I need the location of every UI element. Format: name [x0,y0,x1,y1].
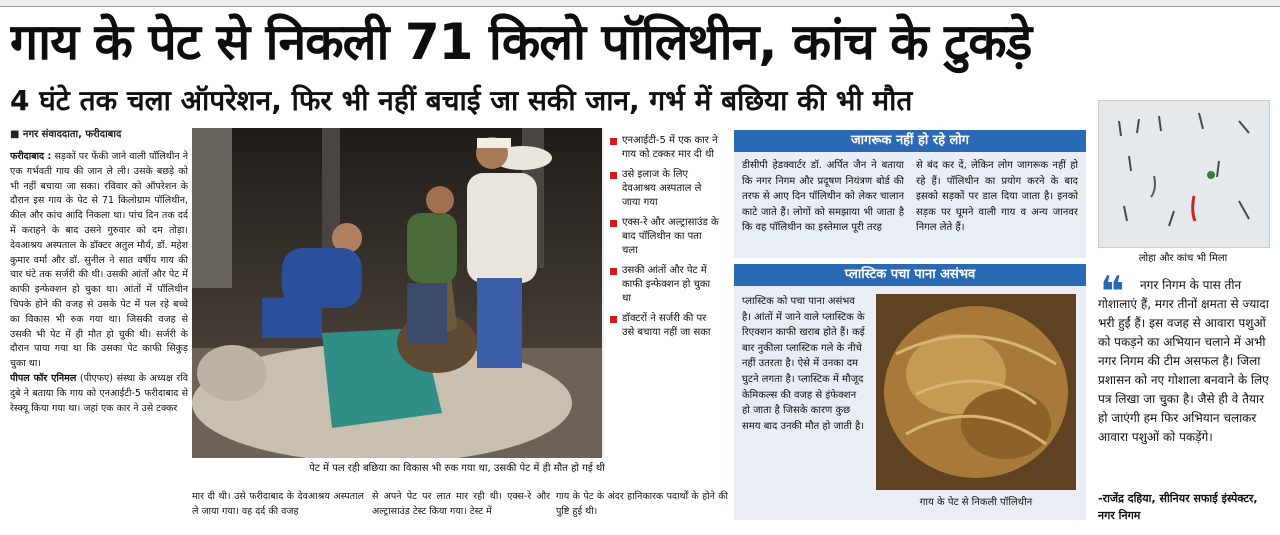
dateline: फरीदाबाद : [10,151,52,162]
plastic-box-title: प्लास्टिक पचा पाना असंभव [734,264,1086,286]
awareness-box [734,130,1086,258]
highlight-item: उसे इलाज के लिए देवआश्रय अस्पताल ले जाया गया [610,168,720,210]
nails-glass-illustration [1099,101,1269,247]
main-photo-caption: पेट में पल रही बछिया का विकास भी रुक गया था, उसकी पेट में ही मौत हो गई थी [309,463,605,474]
article-bottom-2: से अपने पेट पर लात मार रही थी। एक्स-रे और अल्ट्रासाउंड टेस्ट किया गया। टेस्ट में [372,491,550,517]
article-paragraph-1: सड़कों पर फेंकी जाने वाली पॉलिथीन ने एक गर्भवती गाय की जान ले ली। उसके बछड़े को भी नहीं बचाया जा सका। रविवार को ऑपरेशन के दौरान इस गाय के पेट से 71 किलोग्राम पॉलिथीन, कील और कांच आदि निकला था। पांच दिन तक दर्द में कराहने के बाद उसने गुरुवार को दम तोड़ा। देवआश्रय अस्पताल के डॉक्टर अतुल मौर्य, डॉ. महेश कुमार वर्मा और डॉ. सुनील ने सात वर्षीय गाय की चार घंटे तक सर्जरी की थी। उसकी आंतों और पेट में काफी इन्फेक्शन हो चुका था। आंतों में पॉलिथीन चिपके होने की वजह से उसके पेट में पल रहे बच्चे का विकास भी रुक गया था। जिसकी वजह से उसकी भी पेट में ही मौत हो चुकी थी। सर्जरी के दौरान पाया गया था कि उसका पेट काफी सिकुड़ चुका था। [10,151,188,370]
article-paragraph-2: (पीएफए) संस्था के अध्यक्ष रवि दुबे ने बताया कि गाय को एनआईटी-5 फरीदाबाद से रेस्क्यू किया गया था। जहां एक कार ने उसे टक्कर [10,372,188,414]
nails-photo-caption: लोहा और कांच भी मिला [1138,253,1228,264]
highlight-item: एक्स-रे और अल्ट्रासाउंड के बाद पॉलिथीन का पता चला [610,216,720,258]
quote-attribution: -राजेंद्र दहिया, सीनियर सफाई इंस्पेक्टर, नगर निगम [1098,492,1258,522]
highlight-item: उसकी आंतों और पेट में काफी इन्फेक्शन हो चुका था [610,264,720,306]
highlights-list [610,134,720,454]
byline: ■ नगर संवाददाता, फरीदाबाद [10,129,122,140]
subheadline: 4 घंटे तक चला ऑपरेशन, फिर भी नहीं बचाई जा सकी जान, गर्भ में बछिया की भी मौत [10,84,913,117]
polythene-photo [876,294,1076,490]
highlight-item: डॉक्टरों ने सर्जरी की पर उसे बचाया नहीं जा सका [610,312,720,340]
quote-icon: ❝ [1100,267,1125,316]
awareness-box-left: डीसीपी हेडक्वार्टर डॉ. अर्पित जैन ने बताया कि नगर निगम और प्रदूषण नियंत्रण बोर्ड की तरफ से आए दिन पॉलिथीन को लेकर चालान काटे जाते हैं। लोगों को समझाया भी जाता है कि वह पॉलिथीन का इस्तेमाल पूरी तरह [742,160,904,233]
headline: गाय के पेट से निकली 71 किलो पॉलिथीन, कांच के टुकड़े [10,13,1032,71]
plastic-box [734,264,1086,520]
article-column-1 [10,150,188,522]
article-bottom-1: मार दी थी। उसे फरीदाबाद के देवआश्रय अस्पताल ले जाया गया। वह दर्द की वजह [192,491,364,517]
nails-photo [1098,100,1270,248]
article-bottom-3: गाय के पेट के अंदर हानिकारक पदार्थों के होने की पुष्टि हुई थी। [556,491,728,517]
awareness-box-right: से बंद कर दें, लेकिन लोग जागरूक नहीं हो रहे हैं। पॉलिथीन का प्रयोग करने के बाद इसको सड़कों पर डाल दिया जाता है। इनको सड़क पर घूमने वाली गाय व अन्य जानवर निगल लेते हैं। [916,160,1078,233]
polythene-mass-illustration [876,294,1076,490]
surgery-photo-illustration [192,128,604,458]
main-photo [192,128,604,458]
polythene-photo-caption: गाय के पेट से निकली पॉलिथीन [919,497,1033,508]
paragraph-lead: पीपल फॉर एनिमल [10,372,77,384]
plastic-box-text: प्लास्टिक को पचा पाना असंभव है। आंतों में जाने वाले प्लास्टिक के रिएक्शन काफी खराब होते हैं। कई बार नुकीला प्लास्टिक गले के नीचे नहीं उतरता है। ऐसे में उनका दम घुटने लगता है। प्लास्टिक में मौजूद केमिकल्स की वजह से इंफेक्शन हो जाता है जिसके कारण कुछ समय बाद उनकी मौत हो जाती है। [742,296,865,432]
official-quote: नगर निगम के पास तीन गोशालाएं हैं, मगर तीनों क्षमता से ज्यादा भरी हुईं हैं। इस वजह से आवारा पशुओं को पकड़ने का अभियान चलाने में अभी नगर निगम की टीम असफल है। जिला प्रशासन को नए गोशाला बनवाने के लिए पत्र लिखा जा चुका है। जैसे ही वे तैयार हो जाएंगी हम फिर अभियान चलाकर आवारा पशुओं को पकड़ेंगे। [1098,278,1269,444]
top-rule [0,0,1280,7]
awareness-box-title: जागरूक नहीं हो रहे लोग [734,130,1086,152]
highlight-item: एनआईटी-5 में एक कार ने गाय को टक्कर मार दी थी [610,134,720,162]
